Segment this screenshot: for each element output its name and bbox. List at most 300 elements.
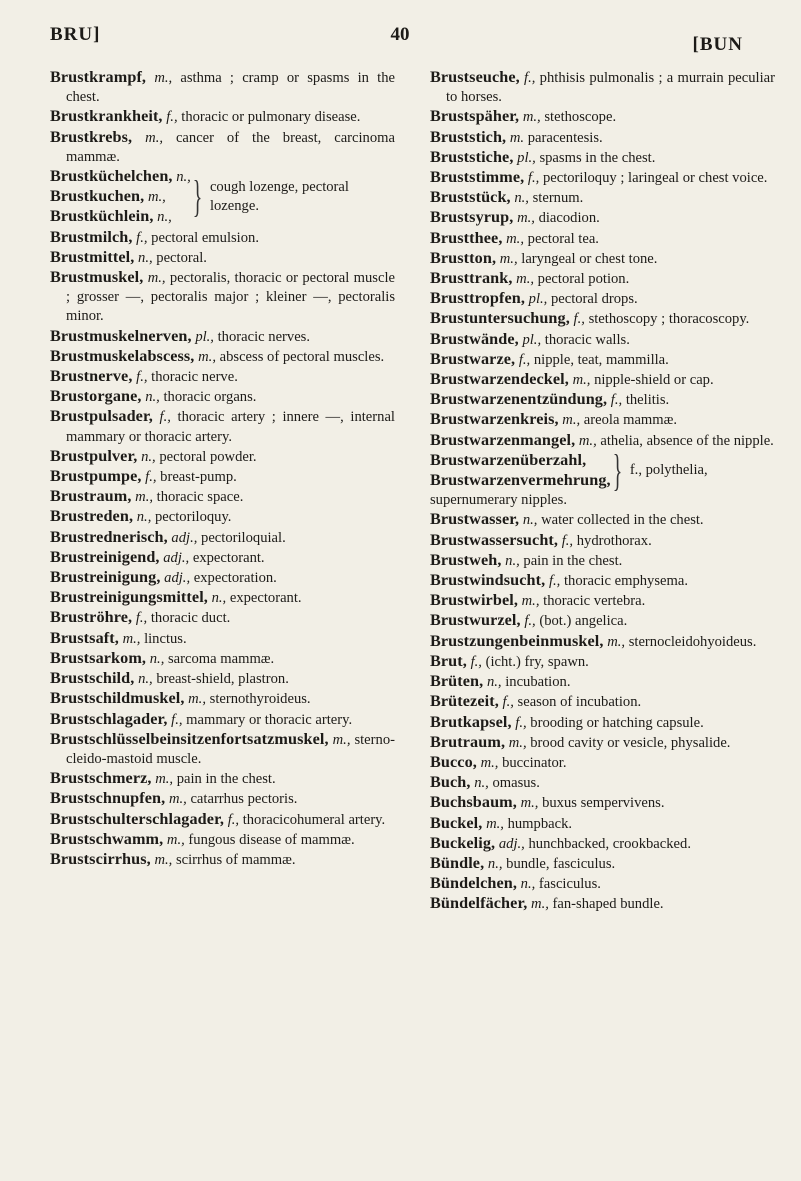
grammar-label: n., <box>138 249 153 266</box>
headword: Brustkrebs, <box>50 127 133 146</box>
dictionary-entry <box>430 652 775 672</box>
grammar-label: f., <box>561 532 574 549</box>
dictionary-entry <box>430 854 775 874</box>
page-number: 40 <box>390 24 410 45</box>
headword: Brutkapsel, <box>430 712 512 731</box>
headword: Brustwände, <box>430 329 519 348</box>
header-right-guide-word: [BUN <box>692 34 743 55</box>
grammar-label: n., <box>157 209 172 226</box>
definition: sarcoma mammæ. <box>168 650 275 667</box>
grammar-label: n., <box>520 876 536 893</box>
headword: Bruststiche, <box>430 147 514 166</box>
definition: asthma ; cramp or spasms in the chest. <box>66 70 395 106</box>
dictionary-entry <box>50 810 395 830</box>
grammar-label: pl., <box>195 328 214 345</box>
grammar-label: pl., <box>528 291 548 308</box>
dictionary-entry <box>50 568 395 588</box>
grammar-label: f., <box>515 714 527 731</box>
grammar-label: m. <box>509 129 525 146</box>
grammar-label: m., <box>506 230 524 247</box>
grammar-label: f., <box>171 711 183 728</box>
headword: Brustküchlein, <box>50 207 154 226</box>
grammar-label: m., <box>508 734 527 751</box>
headword: Brustzungenbeinmuskel, <box>430 631 604 650</box>
headword: Bruststich, <box>430 127 507 146</box>
entry-group <box>50 167 395 228</box>
definition: pectoral tea. <box>527 230 599 247</box>
definition: catarrhus pectoris. <box>190 791 298 808</box>
headword: Brustwasser, <box>430 510 520 529</box>
definition: thoracic emphysema. <box>563 573 688 590</box>
grammar-label: m., <box>531 896 549 913</box>
dictionary-entry <box>430 208 775 228</box>
dictionary-entry <box>430 510 775 530</box>
definition: phthisis pulmonalis ; a murrain peculiar to horses. <box>446 70 775 106</box>
grammar-label: m., <box>486 815 504 832</box>
grammar-label: n., <box>136 509 152 526</box>
dictionary-entry <box>430 410 775 430</box>
headword: Buchsbaum, <box>430 793 517 812</box>
grammar-label: pl., <box>522 331 542 348</box>
entry-headword-line <box>430 471 611 491</box>
grammar-label: f., <box>548 573 561 590</box>
grammar-label: f., <box>136 369 148 386</box>
grammar-label: f., <box>166 109 178 126</box>
dictionary-entry <box>430 611 775 631</box>
grammar-label: m., <box>198 348 216 365</box>
grammar-label: n., <box>211 590 227 607</box>
dictionary-entry <box>50 228 395 248</box>
grammar-label: m., <box>521 593 540 610</box>
dictionary-entry <box>50 268 395 327</box>
dictionary-entry <box>430 773 775 793</box>
definition: sternocleidohyoideus. <box>628 633 757 650</box>
headword: Brustscirrhus, <box>50 849 151 868</box>
headword: Brustrednerisch, <box>50 527 168 546</box>
brace-icon: } <box>192 172 203 222</box>
grammar-label: f., <box>524 70 536 86</box>
definition: fan-shaped bundle. <box>552 896 664 913</box>
dictionary-entry <box>50 830 395 850</box>
dictionary-entry <box>430 330 775 350</box>
definition: pectoriloquy ; laringeal or chest voice. <box>542 170 768 187</box>
grammar-label: f., <box>524 613 536 630</box>
headword: Brustpulsader, <box>50 407 153 426</box>
definition: pectoralis, thoracic or pectoral muscle ; grosser —, pectoralis major ; kleiner —, pectoralis minor. <box>66 270 395 325</box>
definition: incubation. <box>505 674 571 691</box>
dictionary-entry <box>50 367 395 387</box>
headword: Brustweh, <box>430 550 502 569</box>
entry-headword-line <box>50 167 191 187</box>
headword: Brustpulver, <box>50 446 138 465</box>
headword: Brustreinigung, <box>50 568 161 587</box>
definition: expectoration. <box>193 570 277 587</box>
dictionary-entry <box>50 588 395 608</box>
headword: Brustwarzenmangel, <box>430 430 576 449</box>
headword: Brustmittel, <box>50 247 135 266</box>
headword: Brustschlüsselbeinsitzenfortsatzmuskel, <box>50 729 329 748</box>
headword: Brustwurzel, <box>430 611 521 630</box>
definition: areola mammæ. <box>583 412 678 429</box>
headword: Brustwarzenvermehrung, <box>430 471 611 490</box>
headword: Brustreinigend, <box>50 547 160 566</box>
grammar-label: m., <box>168 791 187 808</box>
dictionary-entry <box>50 248 395 268</box>
grammar-label: f., <box>502 694 514 711</box>
definition: thoracic walls. <box>544 331 630 348</box>
definition: thoracic duct. <box>150 610 231 627</box>
grammar-label: n., <box>149 650 165 667</box>
headword: Buckel, <box>430 813 483 832</box>
definition: mammary or thoracic artery. <box>186 711 353 728</box>
definition: season of incubation. <box>517 694 642 711</box>
grammar-label: adj., <box>171 529 198 546</box>
dictionary-entry <box>430 814 775 834</box>
dictionary-entry <box>50 769 395 789</box>
grammar-label: m., <box>516 271 534 288</box>
grammar-label: m., <box>155 771 174 788</box>
dictionary-entry <box>50 789 395 809</box>
grammar-label: f., <box>610 392 623 409</box>
dictionary-entry <box>430 733 775 753</box>
dictionary-entry <box>430 591 775 611</box>
headword: Brustwassersucht, <box>430 530 559 549</box>
grammar-label: n., <box>141 448 156 465</box>
grammar-label: f., <box>159 409 171 426</box>
headword: Brusttrank, <box>430 269 513 288</box>
grammar-label: m., <box>562 412 581 429</box>
dictionary-entry <box>50 710 395 730</box>
headword: Brustwarzenkreis, <box>430 410 559 429</box>
headword: Brüten, <box>430 672 484 691</box>
definition: sternothyroideus. <box>209 691 311 708</box>
headword: Brustwirbel, <box>430 591 518 610</box>
dictionary-entry <box>50 107 395 127</box>
grammar-label: f., <box>136 229 148 246</box>
grammar-label: f., <box>470 653 482 670</box>
grammar-label: f., <box>518 351 531 368</box>
definition: sternum. <box>532 190 584 207</box>
definition: brooding or hatching capsule. <box>530 714 704 731</box>
headword: Brustschildmuskel, <box>50 689 185 708</box>
definition: buxus sempervivens. <box>542 795 665 812</box>
definition: stethoscopy ; thoracoscopy. <box>588 311 750 328</box>
definition: humpback. <box>507 815 573 832</box>
headword: Brustmuskelabscess, <box>50 346 195 365</box>
dictionary-entry <box>50 850 395 870</box>
grammar-label: m., <box>499 250 518 267</box>
dictionary-entry <box>50 407 395 446</box>
dictionary-entry <box>50 507 395 527</box>
page-header <box>0 24 801 54</box>
grammar-label: n., <box>487 855 503 872</box>
grammar-label: m., <box>522 109 541 126</box>
right-column <box>430 68 775 915</box>
definition: nipple, teat, mammilla. <box>533 351 669 368</box>
definition: omasus. <box>492 775 540 792</box>
dictionary-entry <box>430 531 775 551</box>
definition: paracentesis. <box>527 129 603 146</box>
dictionary-entry <box>430 713 775 733</box>
grammar-label: m., <box>607 633 626 650</box>
dictionary-entry <box>430 551 775 571</box>
dictionary-entry <box>50 730 395 769</box>
grammar-label: adj., <box>163 549 190 566</box>
definition-continuation: supernumerary nipples. <box>430 492 567 509</box>
definition: breast-pump. <box>160 469 237 486</box>
dictionary-entry <box>430 390 775 410</box>
grammar-label: n., <box>514 190 529 207</box>
headword: Brustschnupfen, <box>50 789 166 808</box>
header-left-guide-word: BRU] <box>50 24 101 45</box>
dictionary-entry <box>50 467 395 487</box>
definition: pectoriloquy. <box>155 509 232 526</box>
definition: diacodion. <box>538 210 600 227</box>
dictionary-entry <box>50 629 395 649</box>
left-column <box>50 68 395 870</box>
group-headwords <box>430 451 611 491</box>
grammar-label: f., <box>145 469 157 486</box>
definition: expectorant. <box>229 590 302 607</box>
definition: thoracic artery ; innere —, internal mammary or thoracic artery. <box>66 409 395 445</box>
dictionary-entry <box>50 347 395 367</box>
dictionary-entry <box>50 548 395 568</box>
headword: Buckelig, <box>430 833 496 852</box>
headword: Brustreinigungsmittel, <box>50 588 208 607</box>
dictionary-entry <box>50 447 395 467</box>
grammar-label: m., <box>572 372 591 389</box>
definition: fungous disease of mammæ. <box>188 831 355 848</box>
dictionary-entry <box>430 431 775 451</box>
dictionary-entry <box>50 528 395 548</box>
definition: pectoral drops. <box>550 291 638 308</box>
grammar-label: f., <box>527 170 540 187</box>
definition: pectoral emulsion. <box>151 229 259 246</box>
definition: water collected in the chest. <box>541 512 704 529</box>
headword: Bündelfächer, <box>430 894 528 913</box>
definition: cancer of the breast, carcinoma mammæ. <box>66 129 395 165</box>
dictionary-entry <box>50 128 395 167</box>
brace-icon: } <box>612 446 623 496</box>
dictionary-entry <box>430 672 775 692</box>
grammar-label: adj., <box>498 835 525 852</box>
headword: Brutraum, <box>430 732 506 751</box>
definition: thoracic or pulmonary disease. <box>181 109 361 126</box>
definition: (icht.) fry, spawn. <box>485 653 589 670</box>
definition: cough lozenge, pectoral lozenge. <box>209 179 349 215</box>
grammar-label: m., <box>147 270 166 287</box>
definition: pain in the chest. <box>176 771 276 788</box>
dictionary-entry <box>50 689 395 709</box>
definition: f., polythelia, <box>629 462 708 479</box>
headword: Brustraum, <box>50 487 132 506</box>
grammar-label: m., <box>154 851 173 868</box>
headword: Brustschmerz, <box>50 769 152 788</box>
grammar-label: m., <box>188 691 206 708</box>
headword: Bündle, <box>430 853 485 872</box>
grammar-label: n., <box>474 775 489 792</box>
dictionary-entry <box>430 793 775 813</box>
dictionary-entry <box>430 269 775 289</box>
dictionary-entry <box>50 649 395 669</box>
grammar-label: f., <box>573 311 585 328</box>
definition: thoracic vertebra. <box>543 593 646 610</box>
grammar-label: f., <box>227 811 240 828</box>
grammar-label: n., <box>522 512 538 529</box>
dictionary-entry <box>430 107 775 127</box>
headword: Brustwarzenüberzahl, <box>430 450 587 469</box>
group-headwords <box>50 167 191 228</box>
dictionary-entry <box>50 327 395 347</box>
entry-headword-line <box>430 451 611 471</box>
headword: Brütezeit, <box>430 692 499 711</box>
grammar-label: m., <box>332 731 351 748</box>
dictionary-entry <box>430 168 775 188</box>
dictionary-entry <box>430 692 775 712</box>
grammar-label: m., <box>480 754 499 771</box>
headword: Brustkrampf, <box>50 68 147 86</box>
dictionary-entry <box>430 370 775 390</box>
definition: spasms in the chest. <box>539 149 656 166</box>
headword: Brustmilch, <box>50 227 133 246</box>
grammar-label: n., <box>486 674 502 691</box>
headword: Brustton, <box>430 248 497 267</box>
headword: Brustsarkom, <box>50 648 147 667</box>
definition: laryngeal or chest tone. <box>521 250 658 267</box>
definition: breast-shield, plastron. <box>156 671 289 688</box>
dictionary-entry <box>430 188 775 208</box>
dictionary-entry <box>430 148 775 168</box>
headword: Brustsyrup, <box>430 208 514 227</box>
headword: Brustnerve, <box>50 367 133 386</box>
definition: stethoscope. <box>544 109 617 126</box>
definition: brood cavity or vesicle, physalide. <box>530 734 731 751</box>
headword: Brustkrankheit, <box>50 107 163 126</box>
grammar-label: m., <box>154 70 173 86</box>
definition: thoracic space. <box>156 489 244 506</box>
headword: Brustmuskel, <box>50 268 144 287</box>
dictionary-entry <box>430 632 775 652</box>
headword: Brustschild, <box>50 669 135 688</box>
dictionary-entry <box>430 571 775 591</box>
headword: Bucco, <box>430 752 477 771</box>
headword: Brustkuchen, <box>50 187 145 206</box>
dictionary-entry <box>50 487 395 507</box>
headword: Brustwindsucht, <box>430 571 546 590</box>
headword: Bruststimme, <box>430 168 525 187</box>
dictionary-entry <box>430 753 775 773</box>
definition: pectoral powder. <box>159 448 257 465</box>
headword: Brustwarzenentzündung, <box>430 390 608 409</box>
definition: fasciculus. <box>538 876 601 893</box>
dictionary-entry <box>50 669 395 689</box>
grammar-label: m., <box>147 189 166 206</box>
definition: buccinator. <box>502 754 567 771</box>
headword: Brustküchelchen, <box>50 167 173 186</box>
headword: Bruststück, <box>430 188 511 207</box>
headword: Brustpumpe, <box>50 467 142 486</box>
headword: Bruströhre, <box>50 608 133 627</box>
headword: Brustthee, <box>430 228 503 247</box>
dictionary-entry <box>430 834 775 854</box>
definition: thelitis. <box>625 392 670 409</box>
headword: Brut, <box>430 651 467 670</box>
dictionary-entry <box>430 128 775 148</box>
grammar-label: m., <box>517 210 535 227</box>
entry-headword-line <box>50 187 191 207</box>
definition: hydrothorax. <box>576 532 652 549</box>
dictionary-entry <box>50 608 395 628</box>
dictionary-entry <box>430 229 775 249</box>
definition: sterno-cleido-mastoid muscle. <box>66 731 395 767</box>
definition: thoracicohumeral artery. <box>242 811 386 828</box>
dictionary-entry <box>430 350 775 370</box>
grammar-label: m., <box>135 489 153 506</box>
headword: Brustschulterschlagader, <box>50 809 225 828</box>
headword: Brustwarze, <box>430 349 516 368</box>
headword: Brustspäher, <box>430 107 520 126</box>
definition: thoracic organs. <box>163 389 257 406</box>
definition: thoracic nerve. <box>151 369 238 386</box>
definition: thoracic nerves. <box>217 328 311 345</box>
definition: hunchbacked, crookbacked. <box>528 835 691 852</box>
headword: Brustschlagader, <box>50 709 168 728</box>
definition: linctus. <box>144 630 187 647</box>
definition: (bot.) angelica. <box>539 613 628 630</box>
definition: pain in the chest. <box>523 552 623 569</box>
headword: Brustseuche, <box>430 68 520 86</box>
grammar-label: n., <box>176 169 191 186</box>
headword: Brustschwamm, <box>50 829 164 848</box>
dictionary-entry <box>430 309 775 329</box>
definition: abscess of pectoral muscles. <box>219 348 385 365</box>
grammar-label: m., <box>578 432 597 449</box>
headword: Brustuntersuchung, <box>430 309 570 328</box>
dictionary-entry <box>50 68 395 107</box>
grammar-label: m., <box>520 795 539 812</box>
definition: expectorant. <box>192 549 265 566</box>
dictionary-entry <box>430 874 775 894</box>
definition: nipple-shield or cap. <box>594 372 714 389</box>
grammar-label: m., <box>145 129 163 146</box>
dictionary-entry <box>430 68 775 107</box>
definition: scirrhus of mammæ. <box>175 851 296 868</box>
entry-headword-line <box>50 207 191 227</box>
headword: Brustsaft, <box>50 628 119 647</box>
grammar-label: n., <box>138 671 153 688</box>
headword: Brustreden, <box>50 507 134 526</box>
dictionary-entry <box>430 894 775 914</box>
dictionary-entry <box>430 249 775 269</box>
headword: Brustmuskelnerven, <box>50 326 192 345</box>
headword: Brustorgane, <box>50 387 142 406</box>
grammar-label: adj., <box>164 570 191 587</box>
headword: Brusttropfen, <box>430 289 525 308</box>
dictionary-entry <box>430 289 775 309</box>
headword: Bündelchen, <box>430 874 518 893</box>
grammar-label: n., <box>505 552 520 569</box>
definition: pectoral. <box>156 249 207 266</box>
grammar-label: m., <box>122 630 141 647</box>
grammar-label: n., <box>145 389 160 406</box>
definition: athelia, absence of the nipple. <box>600 432 774 449</box>
dictionary-entry <box>50 387 395 407</box>
definition: bundle, fasciculus. <box>506 855 616 872</box>
grammar-label: f., <box>135 610 148 627</box>
definition: pectoriloquial. <box>201 529 286 546</box>
grammar-label: pl., <box>517 149 536 166</box>
grammar-label: m., <box>166 831 185 848</box>
